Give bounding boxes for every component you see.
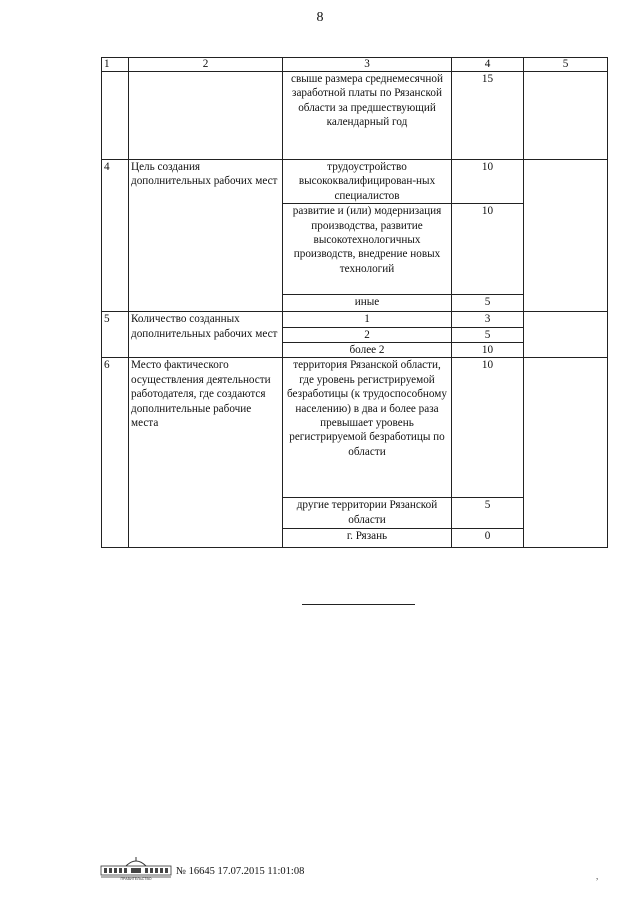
criterion-points: 10 bbox=[452, 343, 524, 358]
header-col-1: 1 bbox=[102, 58, 129, 72]
criterion-name: Количество созданных дополнительных рабочих мест bbox=[129, 312, 283, 358]
table-row bbox=[102, 312, 608, 327]
corner-mark: , bbox=[596, 871, 599, 881]
end-divider bbox=[302, 604, 415, 605]
criterion-points: 10 bbox=[452, 358, 524, 498]
criterion-points: 10 bbox=[452, 160, 524, 204]
criterion-value: 1 bbox=[283, 312, 452, 327]
criterion-value: другие территории Рязанской области bbox=[283, 498, 452, 529]
criterion-name: Цель создания дополнительных рабочих мест bbox=[129, 160, 283, 312]
criteria-table bbox=[101, 57, 608, 548]
page-number: 8 bbox=[316, 10, 324, 25]
criterion-points: 10 bbox=[452, 204, 524, 295]
header-col-4: 4 bbox=[452, 58, 524, 72]
header-col-3: 3 bbox=[283, 58, 452, 72]
criterion-value: иные bbox=[283, 295, 452, 312]
table-row bbox=[102, 160, 608, 204]
cell-empty bbox=[129, 72, 283, 160]
row-number: 6 bbox=[102, 358, 129, 548]
row-number: 5 bbox=[102, 312, 129, 358]
logo-caption: ПРАВИТЕЛЬСТВО bbox=[120, 877, 152, 880]
cell-empty bbox=[524, 312, 608, 358]
table-row bbox=[102, 358, 608, 498]
cell-empty bbox=[524, 358, 608, 548]
criterion-value: развитие и (или) модернизация производства, развитие высокотехнологичных производств, внедрение новых технологий bbox=[283, 204, 452, 295]
criterion-points: 5 bbox=[452, 327, 524, 342]
header-col-5: 5 bbox=[524, 58, 608, 72]
cell-empty bbox=[102, 72, 129, 160]
table-header-row bbox=[102, 58, 608, 72]
cell-empty bbox=[524, 160, 608, 312]
cell-empty bbox=[524, 72, 608, 160]
criterion-value: 2 bbox=[283, 327, 452, 342]
criterion-points: 15 bbox=[452, 72, 524, 160]
table-row-continuation bbox=[102, 72, 608, 160]
criterion-points: 3 bbox=[452, 312, 524, 327]
government-logo bbox=[100, 856, 172, 880]
criterion-value: трудоустройство высококвалифицирован-ных специалистов bbox=[283, 160, 452, 204]
criterion-name: Место фактического осуществления деятельности работодателя, где создаются дополнительные рабочие места bbox=[129, 358, 283, 548]
registration-stamp: № 16645 17.07.2015 11:01:08 bbox=[176, 866, 305, 877]
criterion-value: более 2 bbox=[283, 343, 452, 358]
row-number: 4 bbox=[102, 160, 129, 312]
criterion-value: свыше размера среднемесячной заработной платы по Рязанской области за предшествующий календарный год bbox=[283, 72, 452, 160]
criterion-value: г. Рязань bbox=[283, 529, 452, 548]
criterion-points: 0 bbox=[452, 529, 524, 548]
criterion-points: 5 bbox=[452, 295, 524, 312]
criterion-points: 5 bbox=[452, 498, 524, 529]
header-col-2: 2 bbox=[129, 58, 283, 72]
criterion-value: территория Рязанской области, где уровень регистрируемой безработицы (к трудоспособному населению) в два и более раза превышает уровень регистрируемой безработицы по области bbox=[283, 358, 452, 498]
